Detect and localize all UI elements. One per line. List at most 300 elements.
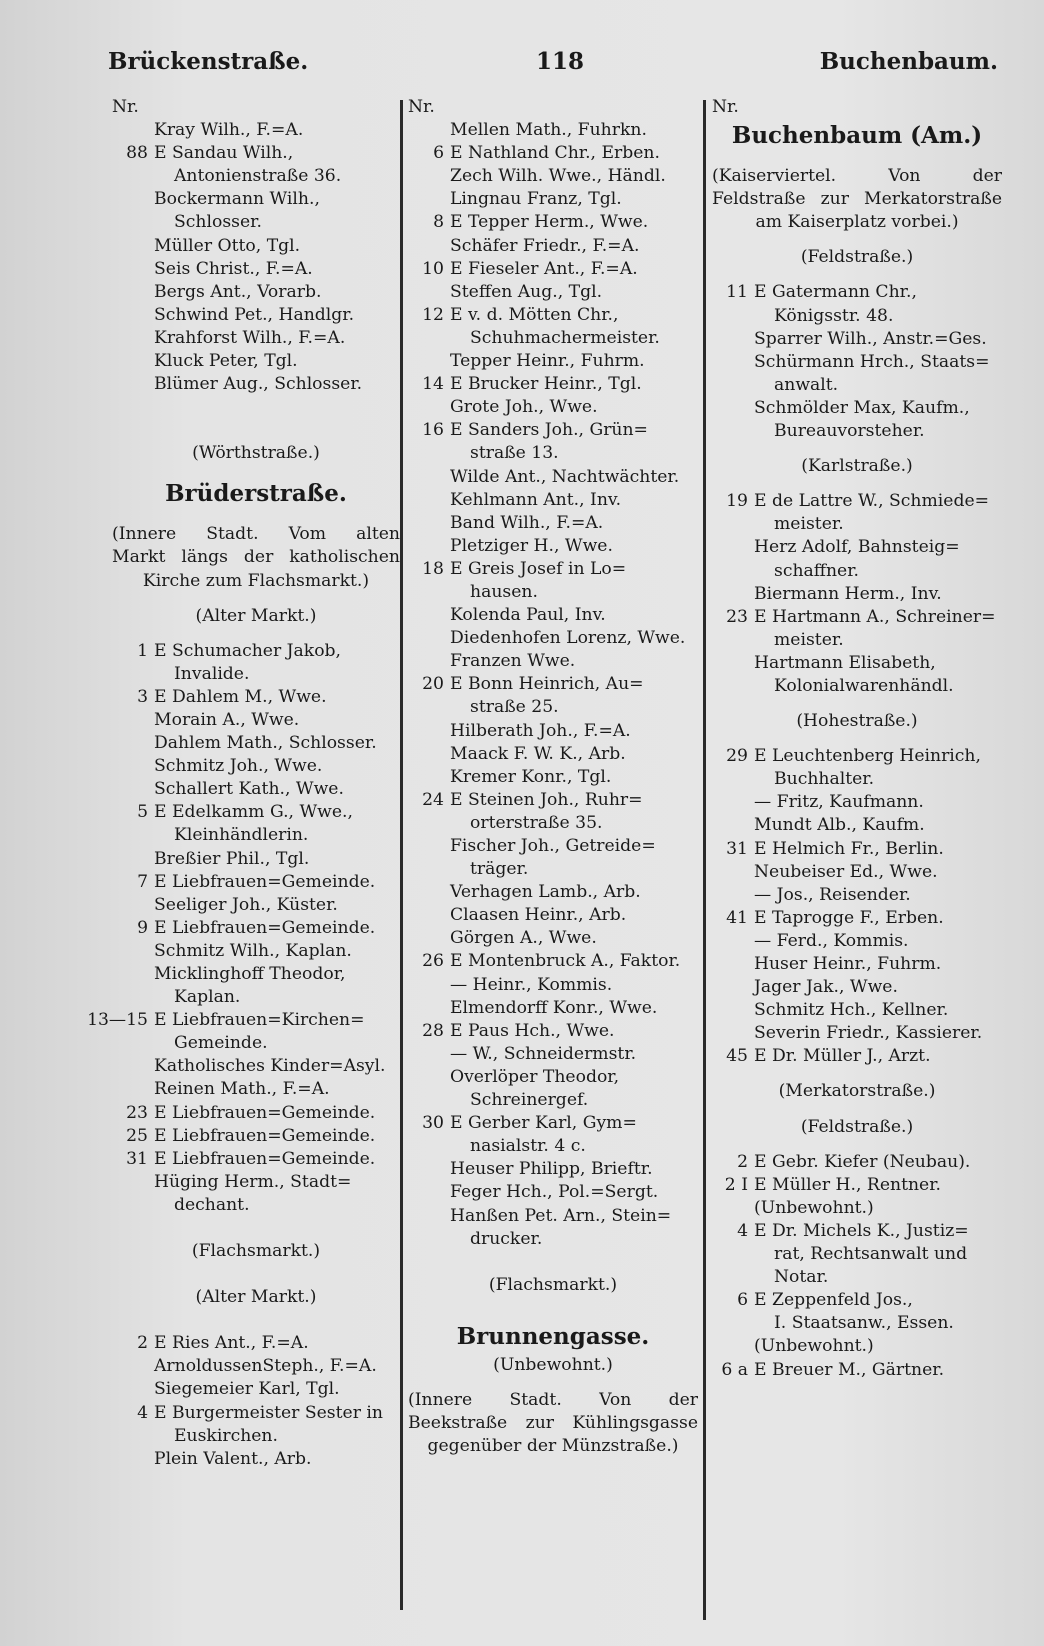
directory-entry: [712, 675, 1002, 698]
description-line: (Kaiserviertel. Von der: [712, 166, 1002, 187]
directory-entry: [408, 466, 698, 489]
directory-entry: [408, 165, 698, 188]
resident-text: Severin Friedr., Kassierer.: [754, 1023, 983, 1044]
house-number: 9: [137, 917, 148, 938]
house-number: 2: [137, 1333, 148, 1354]
resident-text: E Leuchtenberg Heinrich,: [754, 746, 981, 767]
directory-entry: [712, 1359, 1002, 1382]
spacer: [112, 1263, 400, 1286]
house-number: 20: [422, 674, 444, 695]
resident-text: (Unbewohnt.): [754, 1336, 874, 1357]
house-number: 26: [422, 951, 444, 972]
cross-street: (Feldstraße.): [800, 247, 914, 268]
resident-text: E Zeppenfeld Jos.,: [754, 1290, 913, 1311]
resident-text: Jager Jak., Wwe.: [754, 977, 898, 998]
directory-entry: [408, 927, 698, 950]
resident-text: träger.: [470, 859, 529, 880]
house-number: 14: [422, 374, 444, 395]
directory-entry: [712, 629, 1002, 652]
cross-street: (Alter Markt.): [195, 605, 317, 626]
resident-text: E Steinen Joh., Ruhr=: [450, 789, 643, 810]
resident-text: meister.: [774, 514, 844, 535]
directory-entry: [408, 720, 698, 743]
house-number: 23: [126, 1102, 148, 1123]
spacer: [112, 1309, 400, 1332]
resident-text: straße 25.: [470, 697, 559, 718]
resident-text: Herz Adolf, Bahnsteig=: [754, 537, 960, 558]
house-number: 10: [422, 258, 444, 279]
house-number: 23: [726, 606, 748, 627]
resident-text: Dahlem Math., Schlosser.: [154, 733, 377, 754]
resident-text: E Helmich Fr., Berlin.: [754, 838, 944, 859]
directory-entry: [712, 1289, 1002, 1312]
directory-entry: [112, 373, 400, 396]
resident-text: Görgen A., Wwe.: [450, 928, 597, 949]
directory-entry: [712, 838, 1002, 861]
entry-list: [712, 490, 1002, 698]
spacer: [408, 1297, 698, 1320]
directory-entry: [112, 940, 400, 963]
resident-text: E Montenbruck A., Faktor.: [450, 951, 681, 972]
directory-entry: [408, 258, 698, 281]
directory-entry: [408, 1181, 698, 1204]
directory-entry: [712, 374, 1002, 397]
directory-entry: [112, 281, 400, 304]
resident-text: E Sandau Wilh.,: [154, 143, 294, 164]
directory-entry: [712, 305, 1002, 328]
directory-entry: [408, 535, 698, 558]
resident-text: Seis Christ., F.=A.: [154, 258, 313, 279]
resident-text: Schäfer Friedr., F.=A.: [450, 235, 640, 256]
resident-text: Hilberath Joh., F.=A.: [450, 720, 631, 741]
resident-text: E Hartmann A., Schreiner=: [754, 606, 996, 627]
resident-text: Schmitz Joh., Wwe.: [154, 756, 323, 777]
resident-text: Bockermann Wilh.,: [154, 189, 320, 210]
resident-text: Schürmann Hrch., Staats=: [754, 351, 990, 372]
directory-entry: [408, 142, 698, 165]
directory-entry: [712, 768, 1002, 791]
directory-entry: [112, 824, 400, 847]
resident-text: Micklinghoff Theodor,: [154, 964, 346, 984]
resident-text: Kleinhändlerin.: [174, 825, 309, 846]
directory-entry: [112, 188, 400, 211]
directory-entry: [112, 963, 400, 986]
resident-text: E Greis Josef in Lo=: [450, 558, 627, 579]
description-line: am Kaiserplatz vorbei.): [755, 212, 959, 233]
resident-text: E de Lattre W., Schmiede=: [754, 491, 990, 512]
resident-text: rat, Rechtsanwalt und: [774, 1244, 968, 1265]
resident-text: Kehlmann Ant., Inv.: [450, 489, 622, 510]
directory-entry: [408, 696, 698, 719]
directory-entry: [712, 1045, 1002, 1068]
directory-entry: [408, 373, 698, 396]
resident-text: Overlöper Theodor,: [450, 1066, 620, 1087]
cross-street: (Merkatorstraße.): [778, 1081, 936, 1102]
resident-text: E Paus Hch., Wwe.: [450, 1020, 615, 1041]
resident-text: Tepper Heinr., Fuhrm.: [450, 351, 645, 372]
resident-text: Schmölder Max, Kaufm.,: [754, 397, 970, 418]
resident-text: Bureauvorsteher.: [774, 421, 925, 442]
resident-text: — Fritz, Kaufmann.: [754, 792, 924, 813]
house-number: 5: [137, 802, 148, 823]
resident-text: nasialstr. 4 c.: [470, 1136, 586, 1157]
description-line: (Innere Stadt. Vom alten: [112, 524, 400, 545]
directory-entry: [712, 861, 1002, 884]
directory-entry: [112, 1148, 400, 1171]
resident-text: Blümer Aug., Schlosser.: [154, 374, 363, 395]
resident-text: Reinen Math., F.=A.: [154, 1079, 330, 1100]
resident-text: Schallert Kath., Wwe.: [154, 779, 344, 800]
resident-text: Schuhmachermeister.: [470, 327, 660, 348]
directory-entry: [408, 650, 698, 673]
house-number: 19: [726, 491, 748, 512]
house-number: 45: [726, 1046, 748, 1067]
resident-text: — W., Schneidermstr.: [450, 1043, 637, 1064]
resident-text: Pletziger H., Wwe.: [450, 535, 613, 556]
resident-text: straße 13.: [470, 443, 559, 464]
resident-text: E Dr. Michels K., Justiz=: [754, 1220, 969, 1241]
directory-entry: [112, 986, 400, 1009]
resident-text: Grote Joh., Wwe.: [450, 397, 598, 418]
directory-entry: [112, 1125, 400, 1148]
cross-street: (Hohestraße.): [796, 711, 918, 732]
resident-text: Müller Otto, Tgl.: [154, 235, 301, 256]
directory-entry: [408, 1112, 698, 1135]
resident-text: Schwind Pet., Handlgr.: [154, 304, 355, 325]
directory-entry: [408, 512, 698, 535]
entry-list: [112, 119, 400, 396]
directory-entry: [712, 884, 1002, 907]
resident-text: E v. d. Mötten Chr.,: [450, 304, 619, 325]
spacer: [712, 234, 1002, 246]
street-description: [112, 523, 400, 592]
directory-entry: [408, 974, 698, 997]
spacer: [112, 511, 400, 523]
resident-text: dechant.: [174, 1194, 250, 1215]
directory-entry: [712, 1022, 1002, 1045]
directory-entry: [712, 907, 1002, 930]
directory-entry: [112, 1402, 400, 1425]
spacer: [112, 465, 400, 477]
spacer: [112, 396, 400, 419]
directory-entry: [112, 1425, 400, 1448]
house-number: 6 a: [721, 1359, 748, 1380]
directory-entry: [408, 627, 698, 650]
directory-entry: [408, 743, 698, 766]
resident-text: Invalide.: [174, 663, 250, 684]
directory-entry: [408, 419, 698, 442]
house-number: 16: [422, 420, 444, 441]
resident-text: Schreinergef.: [470, 1090, 589, 1111]
resident-text: Buchhalter.: [774, 769, 875, 790]
resident-text: Bergs Ant., Vorarb.: [154, 281, 322, 302]
directory-entry: [712, 560, 1002, 583]
directory-entry: [408, 812, 698, 835]
resident-text: E Fieseler Ant., F.=A.: [450, 258, 638, 279]
directory-entry: [408, 858, 698, 881]
directory-entry: [408, 327, 698, 350]
directory-entry: [112, 165, 400, 188]
house-number: 3: [137, 686, 148, 707]
resident-text: Gemeinde.: [174, 1033, 268, 1054]
directory-entry: [408, 188, 698, 211]
entry-list: [408, 119, 698, 1251]
spacer: [712, 1139, 1002, 1151]
spacer: [712, 478, 1002, 490]
resident-text: Krahforst Wilh., F.=A.: [154, 327, 346, 348]
spacer: [112, 593, 400, 605]
resident-text: Siegemeier Karl, Tgl.: [154, 1379, 340, 1400]
house-number: 30: [422, 1113, 444, 1134]
directory-entry: [712, 1220, 1002, 1243]
directory-entry: [112, 848, 400, 871]
resident-text: Schlosser.: [174, 212, 262, 233]
street-description: [408, 1389, 698, 1458]
resident-text: anwalt.: [774, 374, 839, 395]
directory-entry: [712, 583, 1002, 606]
resident-text: Zech Wilh. Wwe., Händl.: [450, 166, 666, 187]
resident-text: — Ferd., Kommis.: [754, 930, 909, 951]
resident-text: E Brucker Heinr., Tgl.: [450, 374, 642, 395]
spacer: [112, 419, 400, 442]
street-title: Brunnengasse.: [456, 1322, 650, 1350]
cross-street: (Flachsmarkt.): [488, 1274, 618, 1295]
spacer: [408, 1377, 698, 1389]
description-line: Markt längs der katholischen: [112, 547, 400, 568]
directory-entry: [408, 350, 698, 373]
house-number: 1: [137, 640, 148, 661]
column-3: [712, 96, 1002, 1646]
resident-text: E Burgermeister Sester in: [154, 1402, 383, 1423]
directory-entry: [408, 997, 698, 1020]
directory-entry: [112, 327, 400, 350]
resident-text: Notar.: [774, 1267, 829, 1288]
directory-entry: [112, 1032, 400, 1055]
directory-entry: [112, 1448, 400, 1471]
unbewohnt-note: (Unbewohnt.): [493, 1354, 613, 1375]
column-nr-label: Nr.: [112, 97, 139, 117]
house-number: 8: [433, 212, 444, 233]
resident-text: drucker.: [470, 1228, 543, 1249]
resident-text: E Müller H., Rentner.: [754, 1174, 942, 1195]
directory-entry: [712, 953, 1002, 976]
resident-text: Kray Wilh., F.=A.: [154, 120, 304, 141]
directory-entry: [112, 801, 400, 824]
directory-entry: [112, 709, 400, 732]
resident-text: Mundt Alb., Kaufm.: [754, 815, 925, 836]
directory-entry: [408, 766, 698, 789]
resident-text: E Gatermann Chr.,: [754, 282, 917, 303]
resident-text: E Dahlem M., Wwe.: [154, 686, 327, 707]
directory-entry: [712, 930, 1002, 953]
directory-entry: [112, 917, 400, 940]
directory-entry: [408, 489, 698, 512]
directory-entry: [408, 1043, 698, 1066]
house-number: 13—15: [87, 1010, 148, 1031]
cross-street: (Flachsmarkt.): [191, 1241, 321, 1262]
resident-text: Königsstr. 48.: [774, 305, 894, 326]
house-number: 31: [126, 1148, 148, 1169]
resident-text: schaffner.: [774, 560, 860, 581]
resident-text: Maack F. W. K., Arb.: [450, 743, 626, 764]
house-number: 4: [137, 1402, 148, 1423]
resident-text: Kolenda Paul, Inv.: [450, 605, 606, 626]
resident-text: Euskirchen.: [174, 1425, 278, 1446]
resident-text: Schmitz Hch., Kellner.: [754, 1000, 949, 1021]
directory-entry: [408, 211, 698, 234]
resident-text: E Liebfrauen=Kirchen=: [154, 1010, 365, 1031]
column-divider-1: [400, 100, 403, 1610]
column-nr-label: Nr.: [712, 97, 739, 117]
directory-entry: [408, 1020, 698, 1043]
resident-text: Lingnau Franz, Tgl.: [450, 189, 622, 210]
house-number: 88: [126, 143, 148, 164]
directory-entry: [112, 1332, 400, 1355]
resident-text: Heuser Philipp, Brieftr.: [450, 1159, 653, 1180]
resident-text: hausen.: [470, 581, 538, 602]
directory-entry: [112, 235, 400, 258]
directory-entry: [712, 1266, 1002, 1289]
resident-text: E Liebfrauen=Gemeinde.: [154, 1148, 376, 1169]
directory-entry: [408, 1205, 698, 1228]
entry-list: [712, 745, 1002, 1068]
resident-text: Diedenhofen Lorenz, Wwe.: [450, 628, 686, 649]
directory-entry: [112, 1055, 400, 1078]
directory-entry: [408, 1158, 698, 1181]
directory-entry: [112, 1378, 400, 1401]
header-left-street: Brückenstraße.: [108, 48, 309, 75]
directory-entry: [712, 606, 1002, 629]
resident-text: Antonienstraße 36.: [174, 166, 342, 187]
resident-text: E Schumacher Jakob,: [154, 640, 342, 661]
directory-entry: [712, 791, 1002, 814]
resident-text: Hartmann Elisabeth,: [754, 652, 936, 673]
directory-entry: [408, 835, 698, 858]
house-number: 25: [126, 1125, 148, 1146]
resident-text: Biermann Herm., Inv.: [754, 583, 942, 604]
directory-entry: [408, 581, 698, 604]
cross-street: (Wörthstraße.): [192, 443, 320, 464]
resident-text: Kremer Konr., Tgl.: [450, 766, 612, 787]
spacer: [712, 269, 1002, 281]
directory-entry: [112, 1078, 400, 1101]
resident-text: Wilde Ant., Nachtwächter.: [450, 466, 680, 487]
directory-entry: [712, 999, 1002, 1022]
directory-entry: [112, 350, 400, 373]
resident-text: Hanßen Pet. Arn., Stein=: [450, 1205, 672, 1226]
resident-text: E Sanders Joh., Grün=: [450, 420, 648, 441]
resident-text: Verhagen Lamb., Arb.: [450, 882, 641, 903]
resident-text: E Liebfrauen=Gemeinde.: [154, 917, 376, 938]
resident-text: I. Staatsanw., Essen.: [774, 1313, 954, 1334]
resident-text: E Taprogge F., Erben.: [754, 907, 944, 928]
directory-entry: [712, 490, 1002, 513]
directory-entry: [112, 755, 400, 778]
column-nr-label: Nr.: [408, 97, 435, 117]
resident-text: Huser Heinr., Fuhrm.: [754, 954, 942, 974]
resident-text: E Breuer M., Gärtner.: [754, 1359, 945, 1380]
resident-text: E Bonn Heinrich, Au=: [450, 674, 644, 695]
resident-text: Elmendorff Konr., Wwe.: [450, 997, 658, 1018]
directory-entry: [112, 871, 400, 894]
directory-entry: [408, 950, 698, 973]
resident-text: Schmitz Wilh., Kaplan.: [154, 940, 352, 961]
resident-text: Fischer Joh., Getreide=: [450, 836, 656, 856]
directory-entry: [712, 281, 1002, 304]
resident-text: ArnoldussenSteph., F.=A.: [154, 1356, 377, 1377]
directory-entry: [408, 673, 698, 696]
directory-entry: [408, 881, 698, 904]
resident-text: meister.: [774, 629, 844, 650]
directory-entry: [712, 976, 1002, 999]
resident-text: Kolonialwarenhändl.: [774, 675, 954, 696]
resident-text: E Gerber Karl, Gym=: [450, 1113, 637, 1134]
spacer: [712, 1104, 1002, 1116]
page-header: [108, 48, 998, 82]
resident-text: Sparrer Wilh., Anstr.=Ges.: [754, 328, 987, 349]
resident-text: Kaplan.: [174, 987, 241, 1008]
directory-entry: [112, 1194, 400, 1217]
directory-entry: [112, 211, 400, 234]
directory-entry: [112, 1355, 400, 1378]
description-line: Kirche zum Flachsmarkt.): [142, 570, 370, 591]
spacer: [712, 733, 1002, 745]
resident-text: E Dr. Müller J., Arzt.: [754, 1046, 931, 1067]
page-number: 118: [536, 48, 585, 75]
directory-entry: [408, 789, 698, 812]
description-line: gegenüber der Münzstraße.): [427, 1436, 679, 1457]
resident-text: Hüging Herm., Stadt=: [154, 1171, 352, 1192]
directory-entry: [408, 904, 698, 927]
column-2: [408, 96, 698, 1646]
cross-street: (Karlstraße.): [801, 456, 913, 477]
column-divider-2: [703, 100, 706, 1620]
resident-text: — Heinr., Kommis.: [450, 974, 613, 995]
directory-entry: [712, 513, 1002, 536]
resident-text: Neubeiser Ed., Wwe.: [754, 861, 938, 882]
resident-text: Kluck Peter, Tgl.: [154, 351, 298, 372]
entry-list: [712, 281, 1002, 443]
resident-text: Morain A., Wwe.: [154, 709, 300, 730]
house-number: 6: [737, 1290, 748, 1311]
column-1: [87, 96, 400, 1646]
spacer: [712, 698, 1002, 710]
directory-entry: [408, 235, 698, 258]
directory-entry: [408, 119, 698, 142]
directory-entry: [712, 397, 1002, 420]
house-number: 11: [726, 282, 748, 303]
resident-text: Franzen Wwe.: [450, 651, 576, 672]
directory-entry: [408, 1228, 698, 1251]
street-title: Brüderstraße.: [165, 480, 347, 508]
directory-entry: [112, 732, 400, 755]
directory-entry: [408, 442, 698, 465]
directory-entry: [112, 119, 400, 142]
house-number: 6: [433, 143, 444, 164]
resident-text: E Edelkamm G., Wwe.,: [154, 802, 353, 823]
resident-text: Steffen Aug., Tgl.: [450, 281, 603, 302]
directory-entry: [712, 1197, 1002, 1220]
house-number: 29: [726, 746, 748, 767]
directory-entry: [112, 142, 400, 165]
house-number: 31: [726, 838, 748, 859]
directory-entry: [112, 894, 400, 917]
directory-entry: [712, 420, 1002, 443]
resident-text: (Unbewohnt.): [754, 1197, 874, 1218]
resident-text: Katholisches Kinder=Asyl.: [154, 1056, 386, 1077]
entry-list: [712, 1151, 1002, 1382]
directory-entry: [408, 604, 698, 627]
